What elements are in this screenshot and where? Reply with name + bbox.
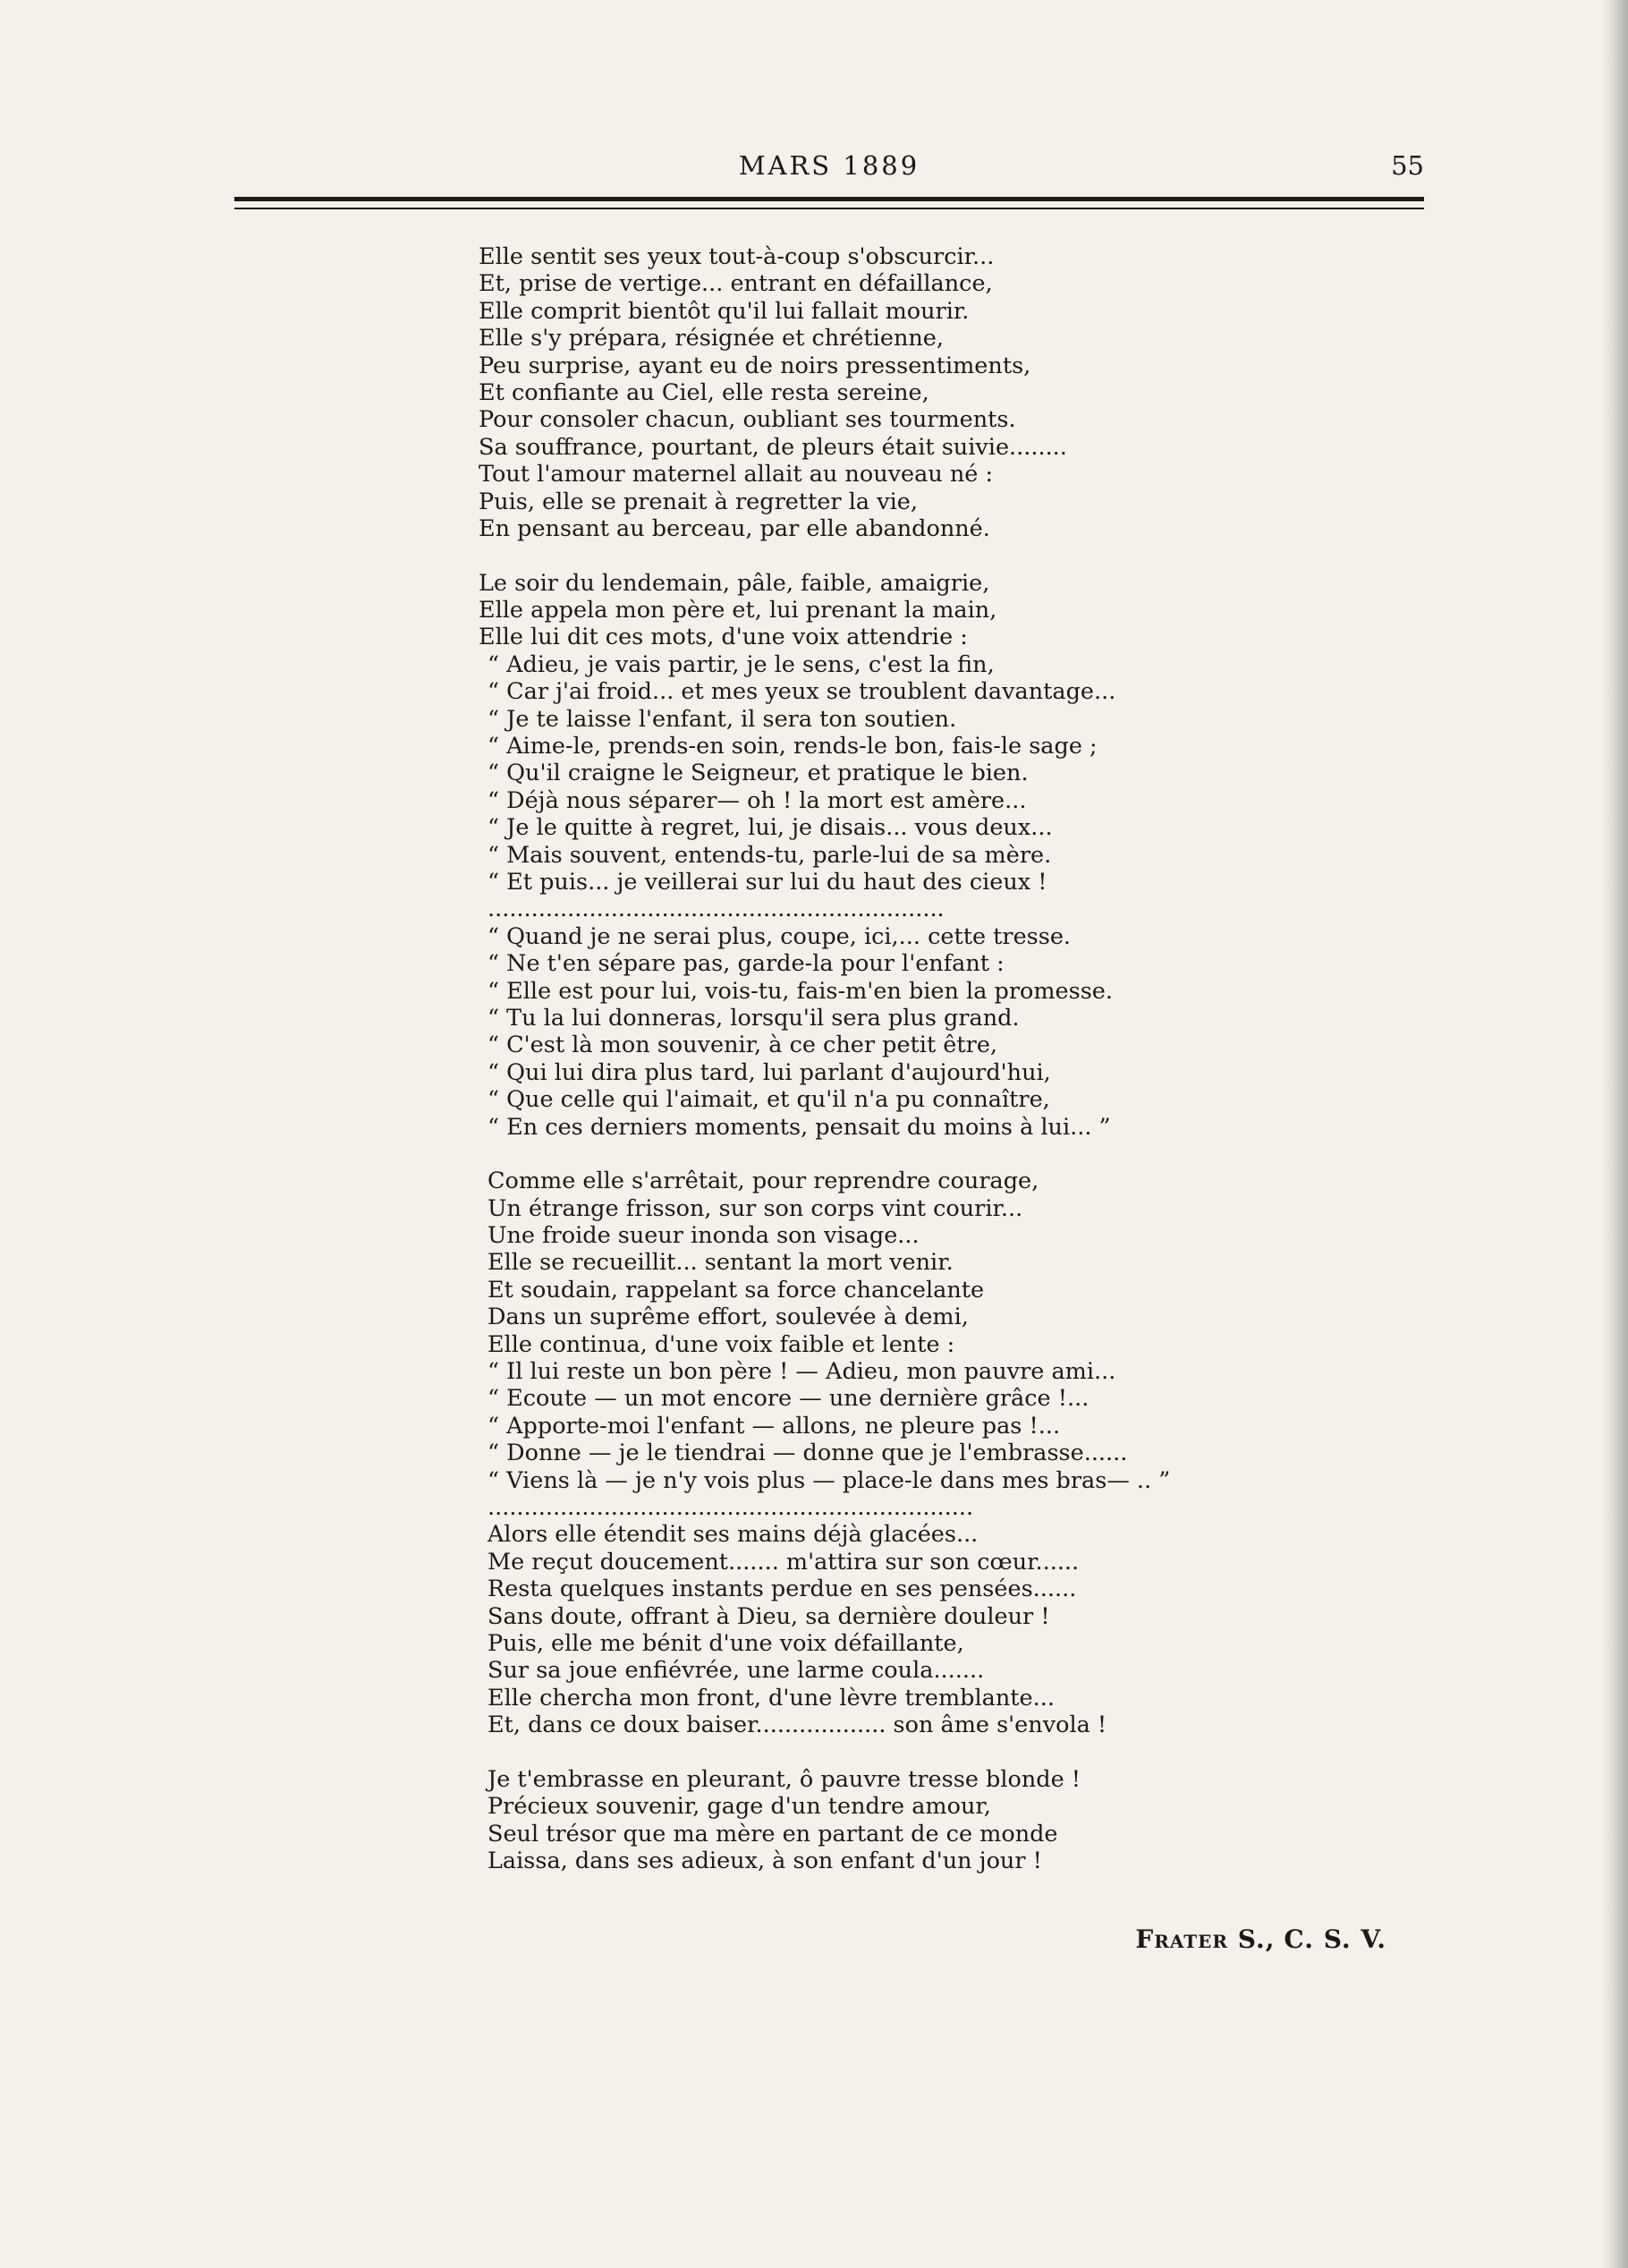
poem-line: Le soir du lendemain, pâle, faible, amaigrie,	[479, 569, 990, 597]
poem-line: Et, dans ce doux baiser.................. son âme s'envola !	[488, 1712, 1107, 1739]
header-rule-thick	[234, 197, 1424, 201]
stanza-gap	[479, 1738, 1409, 1765]
poem-line: Elle lui dit ces mots, d'une voix attendrie :	[479, 624, 968, 651]
poem-line: “ Je le quitte à regret, lui, je disais... vous deux...	[488, 814, 1053, 842]
stanza-gap	[479, 542, 1409, 569]
poem-line: “ Qui lui dira plus tard, lui parlant d'aujourd'hui,	[488, 1058, 1051, 1086]
poem-line: Puis, elle se prenait à regretter la vie,	[479, 488, 918, 515]
poem-line: “ Je te laisse l'enfant, il sera ton soutien.	[488, 705, 957, 733]
page-edge-shadow	[1601, 0, 1628, 2268]
poem-line: Resta quelques instants perdue en ses pensées......	[488, 1576, 1077, 1603]
poem-line: “ Que celle qui l'aimait, et qu'il n'a pu connaître,	[488, 1086, 1050, 1114]
poem-line: Je t'embrasse en pleurant, ô pauvre tresse blonde !	[488, 1765, 1081, 1793]
poem-line: “ Adieu, je vais partir, je le sens, c'est la fin,	[488, 650, 995, 678]
poem-line: “ C'est là mon souvenir, à ce cher petit être,	[488, 1032, 998, 1059]
poem-line: “ Aime-le, prends-en soin, rends-le bon, fais-le sage ;	[488, 733, 1098, 760]
poem-line: Sa souffrance, pourtant, de pleurs était suivie........	[479, 433, 1067, 461]
poem-line: Elle comprit bientôt qu'il lui fallait mourir.	[479, 297, 970, 325]
poem-line: “ Donne — je le tiendrai — donne que je l'embrasse......	[488, 1440, 1128, 1467]
poem-line: Pour consoler chacun, oubliant ses tourments.	[479, 406, 1016, 434]
stanza-4	[479, 1168, 1409, 1494]
stanza-6	[479, 1766, 1409, 1875]
poem-line: Comme elle s'arrêtait, pour reprendre courage,	[488, 1168, 1039, 1195]
poem-line: “ Quand je ne serai plus, coupe, ici,... cette tresse.	[488, 922, 1072, 950]
poem-line: Dans un suprême effort, soulevée à demi,	[488, 1304, 969, 1331]
signature-order: C. S. V.	[1284, 1924, 1386, 1954]
poem-line: Tout l'amour maternel allait au nouveau né :	[479, 461, 994, 488]
poem-line: “ Déjà nous séparer— oh ! la mort est amère...	[488, 786, 1027, 814]
signature-name: Frater S.,	[1135, 1924, 1276, 1954]
poem-line: Puis, elle me bénit d'une voix défaillante,	[488, 1629, 964, 1657]
poem-line: Précieux souvenir, gage d'un tendre amour,	[488, 1793, 991, 1821]
poem-line: Une froide sueur inonda son visage...	[488, 1222, 920, 1250]
poem-line: “ En ces derniers moments, pensait du moins à lui... ”	[488, 1113, 1111, 1141]
poem-line: Un étrange frisson, sur son corps vint courir...	[488, 1194, 1023, 1222]
poem-line: Sur sa joue enfiévrée, une larme coula.......	[488, 1657, 985, 1685]
dotted-separator: ...............................................................	[488, 896, 945, 923]
stanza-gap	[479, 1141, 1409, 1168]
poem-line: “ Viens là — je n'y vois plus — place-le dans mes bras— .. ”	[488, 1466, 1171, 1494]
poem-line: Et, prise de vertige... entrant en défaillance,	[479, 270, 993, 298]
poem-line: Elle chercha mon front, d'une lèvre tremblante...	[488, 1684, 1055, 1712]
poem-line: En pensant au berceau, par elle abandonné.	[479, 514, 990, 542]
poem-body	[479, 243, 1409, 1874]
poem-line: Seul trésor que ma mère en partant de ce monde	[488, 1820, 1058, 1848]
stanza-3	[479, 923, 1409, 1141]
poem-line: “ Ne t'en sépare pas, garde-la pour l'enfant :	[488, 950, 1005, 978]
poem-line: Elle se recueillit... sentant la mort venir.	[488, 1249, 954, 1277]
poem-line: Elle sentit ses yeux tout-à-coup s'obscurcir...	[479, 243, 995, 270]
poem-line: Me reçut doucement....... m'attira sur son cœur......	[488, 1548, 1080, 1576]
poem-line: “ Car j'ai froid... et mes yeux se troublent davantage...	[488, 678, 1116, 706]
stanza-1	[479, 243, 1409, 542]
poem-line: Sans doute, offrant à Dieu, sa dernière douleur !	[488, 1602, 1050, 1630]
page-header-title: MARS 1889	[738, 150, 920, 181]
author-signature	[1135, 1924, 1386, 1954]
poem-line: “ Et puis... je veillerai sur lui du haut des cieux !	[488, 868, 1047, 896]
stanza-5	[479, 1521, 1409, 1738]
stanza-2	[479, 570, 1409, 896]
poem-line: “ Elle est pour lui, vois-tu, fais-m'en bien la promesse.	[488, 977, 1114, 1005]
page-number: 55	[1391, 150, 1424, 181]
poem-line: Elle s'y prépara, résignée et chrétienne,	[479, 325, 944, 353]
poem-line: Elle appela mon père et, lui prenant la main,	[479, 597, 997, 624]
poem-line: “ Tu la lui donneras, lorsqu'il sera plus grand.	[488, 1004, 1020, 1032]
poem-line: Et confiante au Ciel, elle resta sereine,	[479, 378, 929, 406]
poem-line: “ Il lui reste un bon père ! — Adieu, mon pauvre ami...	[488, 1358, 1116, 1386]
dotted-separator: ...................................................................	[488, 1493, 974, 1521]
poem-line: “ Mais souvent, entends-tu, parle-lui de sa mère.	[488, 841, 1052, 869]
poem-line: Elle continua, d'une voix faible et lente :	[488, 1330, 955, 1358]
poem-line: Laissa, dans ses adieux, à son enfant d'un jour !	[488, 1848, 1042, 1875]
poem-line: Alors elle étendit ses mains déjà glacées...	[488, 1521, 979, 1549]
poem-line: Et soudain, rappelant sa force chancelante	[488, 1276, 985, 1304]
poem-line: “ Apporte-moi l'enfant — allons, ne pleure pas !...	[488, 1412, 1061, 1440]
poem-line: “ Qu'il craigne le Seigneur, et pratique le bien.	[488, 760, 1029, 787]
poem-line: Peu surprise, ayant eu de noirs pressentiments,	[479, 352, 1031, 379]
header-rule-thin	[234, 208, 1424, 209]
poem-line: “ Ecoute — un mot encore — une dernière grâce !...	[488, 1385, 1090, 1413]
running-header	[234, 150, 1424, 190]
